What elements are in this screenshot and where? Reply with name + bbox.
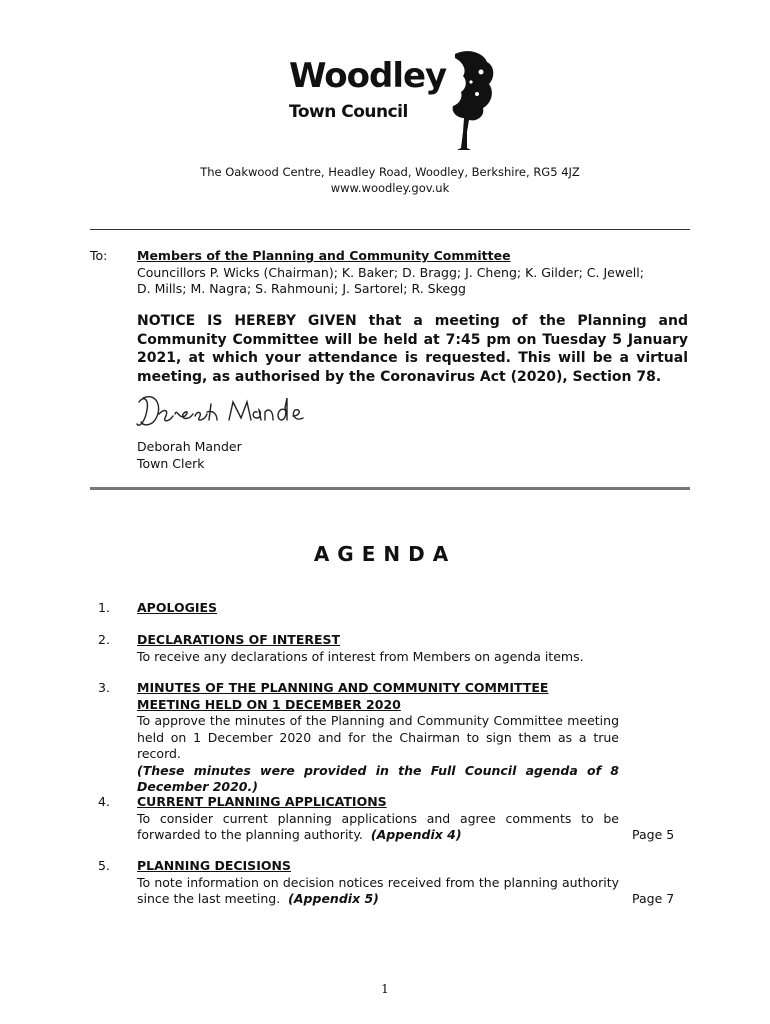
item-description: To approve the minutes of the Planning and Community Committee meeting held on 1 December 2020 and for the Chairman to sign them as a true record. [137, 713, 619, 761]
agenda-item-apologies [137, 600, 619, 617]
agenda-item-current-applications [137, 794, 619, 844]
item-number: 3. [98, 680, 110, 695]
recipient-line-1: Councillors P. Wicks (Chairman); K. Baker; D. Bragg; J. Cheng; K. Gilder; C. Jewell; [137, 264, 644, 280]
signatory-name: Deborah Mander [137, 439, 242, 454]
item-number: 1. [98, 600, 110, 615]
agenda-item-planning-decisions [137, 858, 619, 908]
tree-icon [437, 48, 497, 152]
item-description-block [137, 875, 619, 908]
signatory-block [137, 439, 688, 472]
item-note: (These minutes were provided in the Full Council agenda of 8 December 2020.) [137, 762, 619, 794]
item-description: To consider current planning applications and agree comments to be forwarded to the planning authority. [137, 810, 619, 842]
item-number: 4. [98, 794, 110, 809]
item-number: 2. [98, 632, 110, 647]
item-number: 5. [98, 858, 110, 873]
item-heading: CURRENT PLANNING APPLICATIONS [137, 794, 387, 809]
logo-wordmark-woodley: Woodley [289, 56, 447, 96]
page-reference: Page 7 [632, 891, 675, 906]
agenda-item-declarations [137, 632, 688, 665]
item-heading: PLANNING DECISIONS [137, 858, 291, 873]
agenda-title: AGENDA [313, 542, 457, 566]
recipient-heading: Members of the Planning and Community Committee [137, 248, 511, 263]
item-description: To receive any declarations of interest from Members on agenda items. [137, 648, 584, 664]
item-appendix: (Appendix 4) [370, 827, 462, 842]
recipient-line-2: D. Mills; M. Nagra; S. Rahmouni; J. Sartorel; R. Skegg [137, 281, 466, 296]
item-heading: DECLARATIONS OF INTEREST [137, 632, 341, 647]
logo-wordmark-town-council: Town Council [289, 102, 408, 122]
meeting-notice: NOTICE IS HEREBY GIVEN that a meeting of the Planning and Community Committee will be held at 7:45 pm on Tuesday 5 January 2021, at which your attendance is requested. This will be a virtual meeting, as authorised by the Coronavirus Act (2020), Section 78. [137, 313, 688, 385]
recipient-block [137, 248, 688, 298]
item-description-block [137, 811, 619, 844]
page-number: 1 [381, 982, 389, 996]
item-heading: APOLOGIES [137, 600, 218, 615]
header-divider [90, 229, 690, 230]
agenda-item-minutes [137, 680, 619, 796]
address-line: The Oakwood Centre, Headley Road, Woodley, Berkshire, RG5 4JZ [200, 165, 580, 179]
item-heading-line-2: MEETING HELD ON 1 DECEMBER 2020 [137, 696, 401, 712]
signatory-title: Town Clerk [137, 455, 205, 471]
item-appendix: (Appendix 5) [288, 891, 379, 906]
page-reference: Page 5 [632, 827, 675, 842]
item-heading-line-1: MINUTES OF THE PLANNING AND COMMUNITY COMMITTEE [137, 680, 549, 695]
item-description: To note information on decision notices received from the planning authority since the last meeting. [137, 874, 619, 906]
woodley-logo [285, 48, 500, 152]
section-divider [90, 487, 690, 490]
signature-image [133, 388, 333, 436]
website-line: www.woodley.gov.uk [330, 181, 450, 195]
to-label: To: [90, 248, 108, 263]
